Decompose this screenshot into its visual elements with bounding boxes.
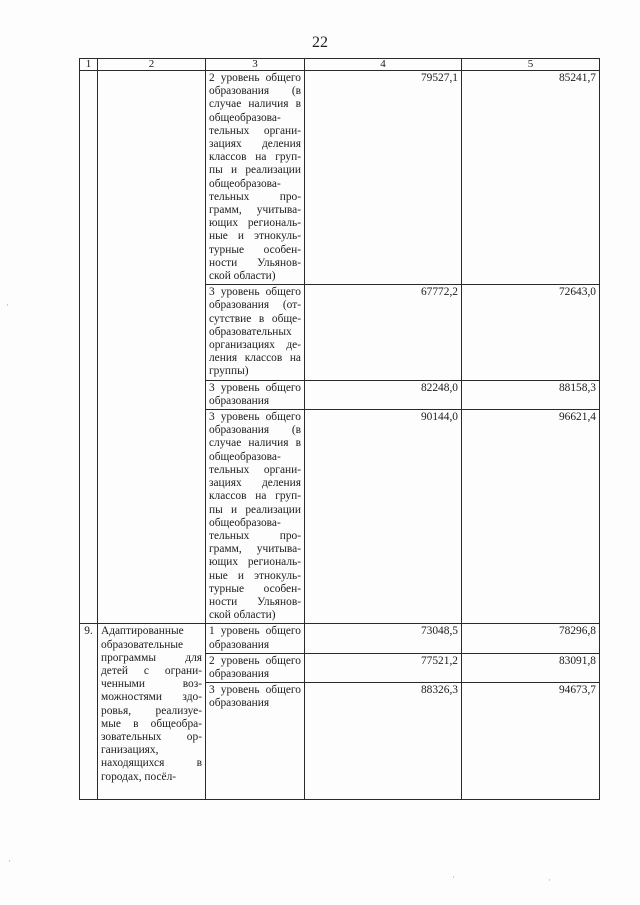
text-line: образования	[209, 394, 270, 407]
value-column-4: 73048,5	[305, 624, 462, 653]
text-line: классов на груп-	[209, 490, 301, 503]
text-line: тельных органи-	[209, 463, 301, 476]
text-line: случае наличия в	[209, 437, 301, 450]
text-line: ганизациях,	[101, 744, 159, 757]
text-line: грамм, учитыва-	[209, 543, 301, 556]
text-line: 3 уровень общего	[209, 381, 301, 394]
text-line: грамм, учитыва-	[209, 204, 301, 217]
program-description	[98, 624, 206, 800]
text-line: 3 уровень общего	[209, 286, 301, 299]
text-line: программы для	[101, 651, 202, 664]
column-number-3: 3	[206, 59, 305, 71]
value-column-4: 79527,1	[305, 71, 462, 285]
text-line: 3 уровень общего	[209, 684, 301, 697]
text-line: образовательных	[209, 325, 292, 338]
scan-mark: ·	[452, 872, 455, 882]
text-line: классов на груп-	[209, 151, 301, 164]
program-cell-empty	[98, 71, 206, 624]
education-level-cell	[206, 410, 305, 624]
tariff-table	[79, 58, 600, 800]
text-line: зациях деления	[209, 138, 301, 151]
value-column-5: 83091,8	[462, 653, 600, 682]
text-line: образовательные	[101, 638, 184, 651]
text-line: группы)	[209, 365, 249, 378]
section-index: 9.	[80, 624, 98, 800]
text-line: 2 уровень общего	[209, 72, 301, 84]
text-line: Адаптированные	[101, 625, 184, 638]
text-line: общеобразова-	[209, 516, 281, 529]
value-column-5: 72643,0	[462, 285, 600, 380]
text-line: общеобразова-	[209, 177, 281, 190]
value-column-4: 88326,3	[305, 683, 462, 800]
text-line: 2 уровень общего	[209, 654, 301, 667]
text-line: ровья, реализуе-	[101, 704, 202, 717]
text-line: образования	[209, 667, 270, 680]
value-column-5: 85241,7	[462, 71, 600, 285]
text-line: сутствие в обще-	[209, 312, 301, 325]
text-line: тельных органи-	[209, 124, 301, 137]
text-line: общеобразова-	[209, 111, 281, 124]
value-column-4: 67772,2	[305, 285, 462, 380]
text-line: находящихся в	[101, 757, 202, 770]
text-line: образования (от-	[209, 299, 301, 312]
text-line: ющих региональ-	[209, 556, 301, 569]
text-line: 1 уровень общего	[209, 625, 301, 638]
text-line: организациях де-	[209, 339, 301, 352]
text-line: 3 уровень общего	[209, 411, 301, 424]
education-level-cell	[206, 653, 305, 682]
text-line: образования (в	[209, 85, 301, 98]
education-level-cell	[206, 624, 305, 653]
text-line: турные особен-	[209, 582, 301, 595]
education-level-cell	[206, 380, 305, 409]
column-number-1: 1	[80, 59, 98, 71]
education-level-cell	[206, 71, 305, 285]
text-line: ные и этнокуль-	[209, 569, 301, 582]
text-line: ющих региональ-	[209, 217, 301, 230]
text-line: зациях деления	[209, 477, 301, 490]
text-line: ности Ульянов-	[209, 256, 301, 269]
value-column-5: 94673,7	[462, 683, 600, 800]
text-line: общеобразова-	[209, 450, 281, 463]
table-header-row	[80, 59, 600, 71]
table-row	[80, 71, 600, 285]
value-column-5: 88158,3	[462, 380, 600, 409]
text-line: ления классов на	[209, 352, 301, 365]
value-column-5: 78296,8	[462, 624, 600, 653]
index-cell-empty	[80, 71, 98, 624]
text-line: образования	[209, 638, 270, 651]
text-line: пы и реализации	[209, 503, 301, 516]
text-line: пы и реализации	[209, 164, 301, 177]
text-line: случае наличия в	[209, 98, 301, 111]
column-number-2: 2	[98, 59, 206, 71]
text-line: тельных про-	[209, 190, 301, 203]
value-column-4: 82248,0	[305, 380, 462, 409]
column-number-5: 5	[462, 59, 600, 71]
text-line: ности Ульянов-	[209, 595, 301, 608]
column-number-4: 4	[305, 59, 462, 71]
table-bottom-rule	[80, 800, 600, 801]
table-row	[80, 624, 600, 653]
scan-mark: ·	[6, 300, 9, 310]
education-level-cell	[206, 683, 305, 800]
value-column-4: 90144,0	[305, 410, 462, 624]
text-line: ченными воз-	[101, 678, 202, 691]
text-line: ные и этнокуль-	[209, 230, 301, 243]
text-line: образования	[209, 697, 270, 710]
education-level-cell	[206, 285, 305, 380]
scan-mark: ·	[548, 875, 551, 885]
value-column-4: 77521,2	[305, 653, 462, 682]
text-line: турные особен-	[209, 243, 301, 256]
text-line: мые в общеобра-	[101, 717, 202, 730]
text-line: городах, посёл-	[101, 770, 177, 783]
text-line: ской области)	[209, 609, 276, 622]
value-column-5: 96621,4	[462, 410, 600, 624]
text-line: тельных про-	[209, 529, 301, 542]
text-line: детей с ограни-	[101, 664, 202, 677]
scan-mark: ·	[8, 856, 11, 866]
text-line: можностями здо-	[101, 691, 202, 704]
text-line: зовательных ор-	[101, 730, 202, 743]
page-number: 22	[312, 34, 328, 51]
text-line: образования (в	[209, 424, 301, 437]
text-line: ской области)	[209, 270, 276, 283]
